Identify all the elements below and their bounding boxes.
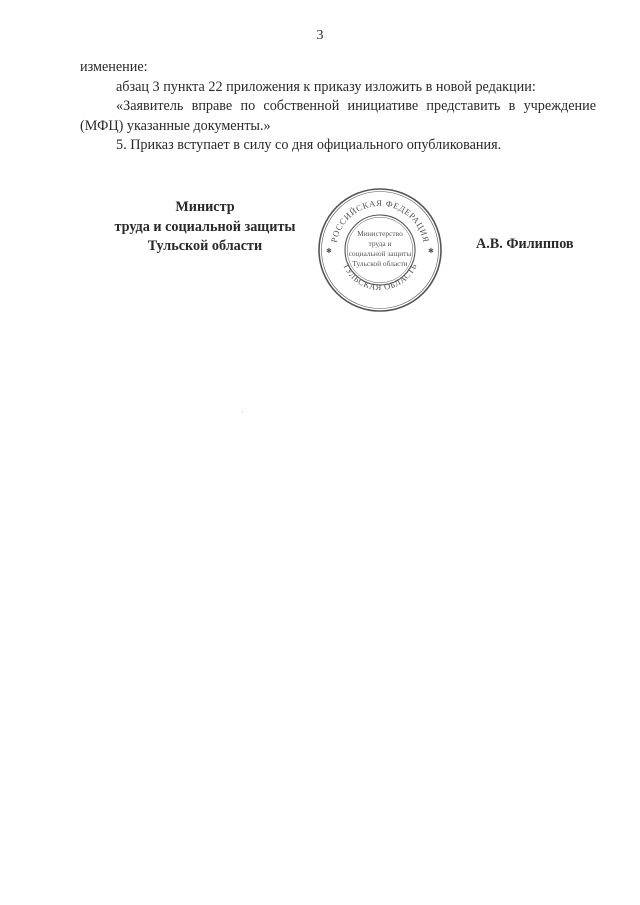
signatory-name: А.В. Филиппов: [476, 236, 574, 252]
official-seal: [316, 186, 444, 314]
body-line-2: абзац 3 пункта 22 приложения к приказу изложить в новой редакции:: [116, 78, 536, 95]
scan-speck: [242, 411, 243, 412]
signatory-title-line-3: Тульской области: [147, 238, 263, 254]
seal-center: [349, 229, 412, 268]
page-number: 3: [316, 28, 324, 43]
seal-star-left: ✱: [326, 247, 332, 255]
body-line-5: 5. Приказ вступает в силу со дня официального опубликования.: [116, 137, 502, 153]
seal-text-bottom: ТУЛЬСКАЯ ОБЛАСТЬ: [341, 261, 419, 293]
body-line-3: «Заявитель вправе по собственной инициативе представить в учреждение: [116, 98, 596, 114]
seal-center-line-2: труда и: [368, 239, 392, 248]
signatory-title-line-1: Министр: [175, 199, 235, 215]
signatory-title: [80, 198, 330, 257]
seal-center-line-3: социальной защиты: [348, 249, 412, 258]
signatory-title-line-2: труда и социальной защиты: [114, 218, 296, 235]
seal-text-top: РОССИЙСКАЯ ФЕДЕРАЦИЯ: [328, 197, 432, 244]
body-line-1: изменение:: [80, 59, 148, 75]
body-line-4: (МФЦ) указанные документы.»: [80, 117, 271, 134]
seal-star-right: ✱: [428, 247, 434, 255]
document-body: [80, 58, 596, 156]
seal-center-line-4: Тульской области: [352, 259, 408, 268]
seal-center-line-1: Министерство: [357, 229, 403, 238]
